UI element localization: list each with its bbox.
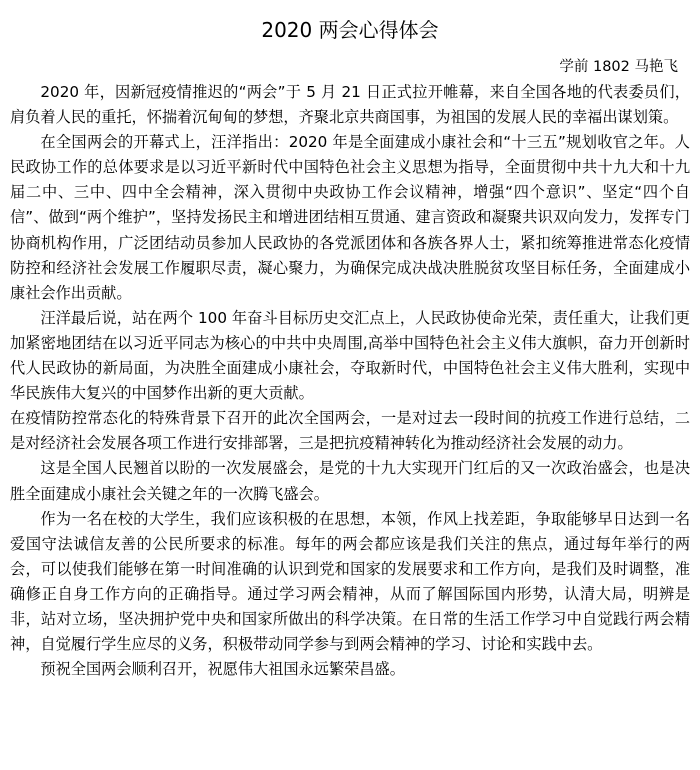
paragraph-2: 在全国两会的开幕式上，汪洋指出：2020 年是全面建成小康社会和“十三五”规划收官之年。人民政协工作的总体要求是以习近平新时代中国特色社会主义思想为指导，全面贯彻中共十九大和十九届二中、三中、四中全会精神，深入贯彻中央政协工作会议精神，增强“四个意识”、坚定“四个自信”、做到“两个维护”，坚持发扬民主和增进团结相互贯通、建言资政和凝聚共识双向发力，发挥专门协商机构作用，广泛团结动员参加人民政协的各党派团体和各族各界人士，紧扣统筹推进常态化疫情防控和经济社会发展工作履职尽责，凝心聚力，为确保完成决战决胜脱贫攻坚目标任务，全面建成小康社会作出贡献。 xyxy=(10,133,690,302)
document-body xyxy=(10,80,690,682)
paragraph-7: 预祝全国两会顺利召开，祝愿伟大祖国永远繁荣昌盛。 xyxy=(40,660,405,679)
paragraph-1: 2020 年，因新冠疫情推迟的“两会”于 5 月 21 日正式拉开帷幕，来自全国各地的代表委员们，肩负着人民的重托，怀揣着沉甸甸的梦想，齐聚北京共商国事，为祖国的发展人民的幸福出谋划策。 xyxy=(10,83,690,127)
document-title: 2020 两会心得体会 xyxy=(261,18,439,42)
paragraph-5: 这是全国人民翘首以盼的一次发展盛会，是党的十九大实现开门红后的又一次政治盛会，也是决胜全面建成小康社会关键之年的一次腾飞盛会。 xyxy=(10,459,690,503)
paragraph-6: 作为一名在校的大学生，我们应该积极的在思想，本领，作风上找差距，争取能够早日达到一名爱国守法诚信友善的公民所要求的标准。每年的两会都应该是我们关注的焦点，通过每年举行的两会，可以使我们能够在第一时间准确的认识到党和国家的发展要求和工作方向，是我们及时调整，准确修正自身工作方向的正确指导。通过学习两会精神，从而了解国际国内形势，认清大局，明辨是非，站对立场，坚决拥护党中央和国家所做出的科学决策。在日常的生活工作学习中自觉践行两会精神，自觉履行学生应尽的义务，积极带动同学参与到两会精神的学习、讨论和实践中去。 xyxy=(10,509,690,654)
paragraph-3: 汪洋最后说，站在两个 100 年奋斗目标历史交汇点上，人民政协使命光荣，责任重大，让我们更加紧密地团结在以习近平同志为核心的中共中央周围,高举中国特色社会主义伟大旗帜，奋力开创新时代人民政协的新局面，为决胜全面建成小康社会，夺取新时代，中国特色社会主义伟大胜利，实现中华民族伟大复兴的中国梦作出新的更大贡献。 xyxy=(10,308,690,403)
paragraph-4: 在疫情防控常态化的特殊背景下召开的此次全国两会，一是对过去一段时间的抗疫工作进行总结，二是对经济社会发展各项工作进行安排部署，三是把抗疫精神转化为推动经济社会发展的动力。 xyxy=(10,409,690,453)
author-line: 学前 1802 马艳飞 xyxy=(559,59,678,75)
